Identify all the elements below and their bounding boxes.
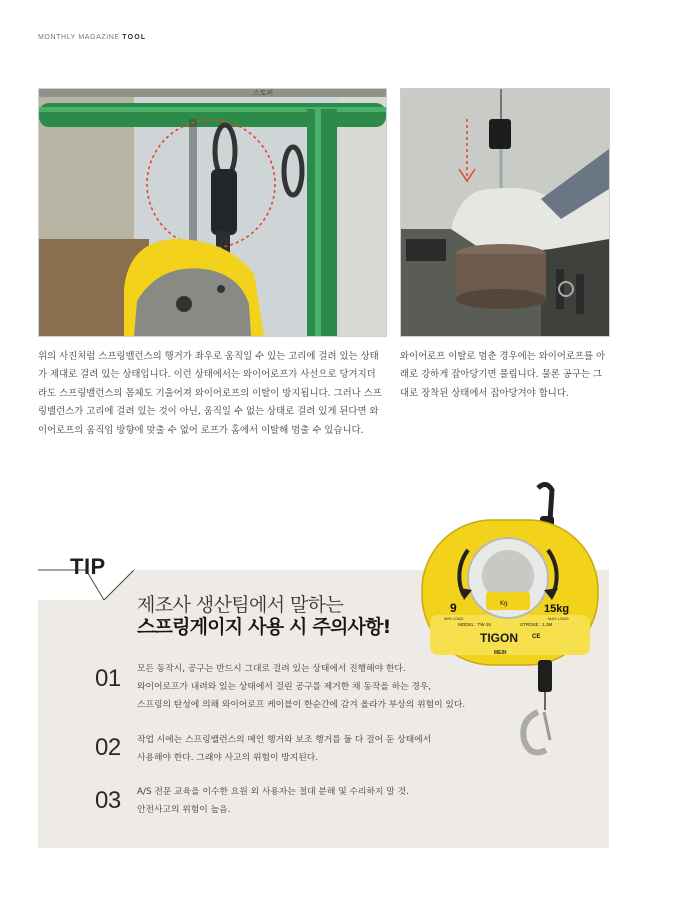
tip-item-line: 와이어로프가 내려와 있는 상태에서 걸린 공구를 제거한 채 동작을 하는 경우,	[137, 682, 432, 692]
tip-item-line: 사용해야 한다. 그래야 사고의 위험이 방지된다.	[137, 753, 319, 763]
tip-item-line: 모든 동작시, 공구는 반드시 그대로 걸려 있는 상태에서 진행해야 한다.	[137, 664, 406, 674]
paragraph-hook-explanation: 위의 사진처럼 스프링밸런스의 행거가 좌우로 움직일 수 있는 고리에 걸려 있는 상태가 제대로 걸려 있는 상태입니다. 이런 상태에서는 와이어로프가 사선으로 당겨지더라도 스프링밸런스의 몸체도 기울어져 와이어로프의 이탈이 방지됩니다. 그러나 스프링밸런스가 고리에 걸려 있는 것이 아닌, 움직일 수 없는 상태로 걸려 있게 된다면 와이어로프의 움직임 방향에 맞출 수 없어 로프가 홈에서 이탈해 멈출 수 있습니다.	[38, 351, 382, 436]
max-load-value: 15kg	[544, 603, 570, 615]
spring-balancer-product	[420, 480, 600, 770]
min-load-value: 9	[450, 601, 457, 615]
magazine-header	[38, 34, 146, 41]
tip-item-text	[137, 660, 467, 714]
max-load-label: MAX LOAD	[548, 616, 569, 621]
magazine-name: MONTHLY MAGAZINE	[38, 34, 120, 41]
photo-balancer-hook	[38, 88, 387, 337]
tip-item-text	[137, 731, 467, 767]
brand-logo: TIGON	[480, 631, 518, 645]
tip-item-number: 02	[95, 734, 121, 761]
tip-item-number: 01	[95, 665, 121, 692]
stroke-label: STROKE : 1.3M	[520, 622, 553, 627]
tip-item-text	[137, 783, 467, 819]
tip-item-line: 스프링의 탄성에 의해 와이어로프 케이블이 한순간에 감겨 올라가 부상의 위험이 있다.	[137, 700, 466, 710]
tip-label: TIP	[70, 554, 106, 579]
dial-unit: Kg	[500, 600, 508, 607]
paragraph-wire-release: 와이어로프 이탈로 멈춘 경우에는 와이어로프를 아래로 강하게 잡아당기면 풀립니다. 물론 공구는 그대로 장착된 상태에서 잡아당겨야 합니다.	[400, 351, 606, 399]
photo-wire-pull-art	[401, 89, 609, 336]
min-load-label: MIN LOAD	[444, 616, 464, 621]
model-label: MODEL : TW-15	[458, 622, 491, 627]
maker-logo: MEIN	[494, 650, 507, 656]
ce-mark: CE	[532, 634, 541, 640]
photo-balancer-hook-art	[39, 89, 386, 336]
tip-item-line: 작업 시에는 스프링밸런스의 메인 행거와 보조 행거를 둘 다 걸어 둔 상태에서	[137, 735, 432, 745]
photo-wire-pull	[400, 88, 610, 337]
stopper-label: 스토퍼	[253, 89, 274, 97]
tip-item-line: A/S 전문 교육을 이수한 요원 외 사용자는 절대 분해 및 수리하지 말 것.	[137, 787, 409, 797]
tip-item-line: 안전사고의 위험이 높음.	[137, 805, 231, 815]
section-name: TOOL	[122, 34, 147, 41]
tip-title-line2: 스프링게이지 사용 시 주의사항!	[137, 616, 391, 638]
tip-item-number: 03	[95, 787, 121, 814]
tip-title-line1: 제조사 생산팀에서 말하는	[137, 594, 344, 616]
